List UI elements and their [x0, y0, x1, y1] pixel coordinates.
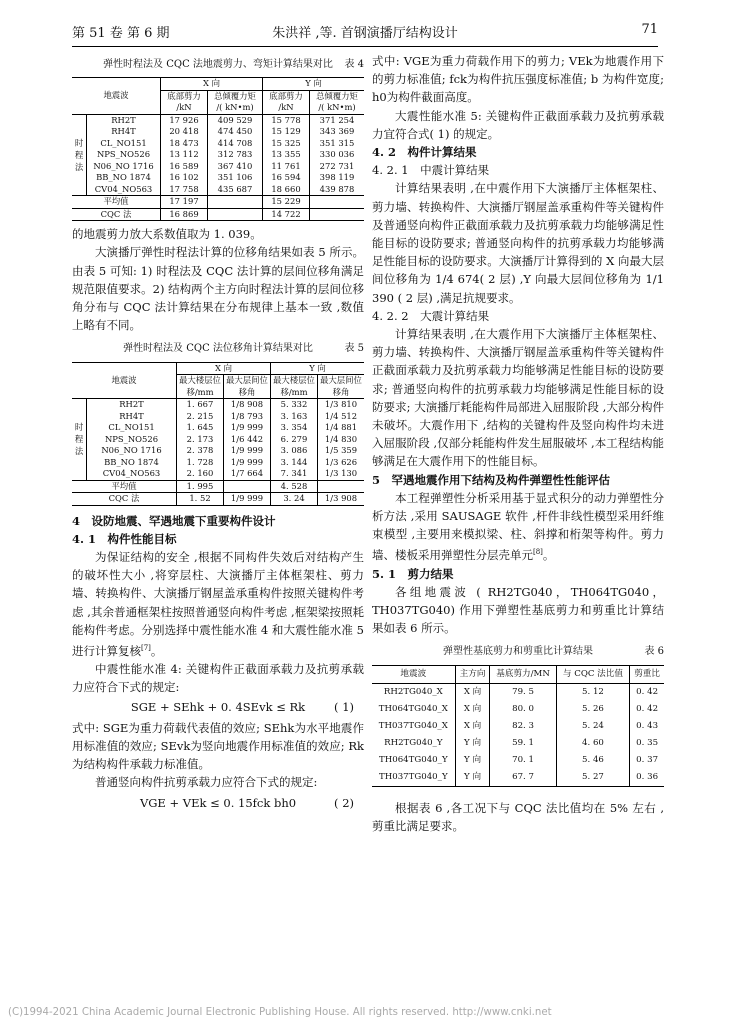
- table-row: [72, 468, 364, 480]
- table-cell: 343 369: [310, 126, 365, 138]
- left-column: [72, 52, 364, 814]
- table-cell: 474 450: [208, 126, 263, 138]
- t4-h-moment-y: 总倾覆力矩 /( kN•m): [310, 90, 365, 114]
- table-cell: 0. 43: [630, 718, 664, 735]
- table4: [72, 77, 364, 221]
- right-p5-text: 本工程弹塑性分析采用基于显式积分的动力弹塑性分析方法 ,采用 SAUSAGE 软件 ,杆件非线性模型采用纤维束模型 ,主要用来模拟梁、柱、斜撑和桁架等构件。剪力墙、楼板采用弹塑性分层壳单元: [372, 490, 664, 563]
- table-cell: NPS_NO526: [96, 149, 151, 160]
- table-cell: [208, 196, 263, 209]
- table-row: [372, 701, 664, 718]
- table-cell: 3. 086: [271, 445, 318, 457]
- table-cell: 5. 332: [271, 399, 318, 411]
- table-cell: 1/9 999: [224, 422, 271, 434]
- table-cell: TH037TG040_Y: [379, 771, 448, 782]
- table-cell: 330 036: [310, 149, 365, 161]
- table-cell: TH064TG040_X: [378, 703, 448, 714]
- table-cell: 5. 12: [556, 683, 630, 701]
- table-cell: 5. 26: [556, 701, 630, 718]
- table-cell: X 向: [455, 683, 490, 701]
- table-cell: 1. 52: [177, 493, 224, 506]
- table5-number: 表 5: [344, 343, 364, 355]
- table-cell: N06_NO 1716: [101, 445, 162, 456]
- left-p3-text: 为保证结构的安全 ,根据不同构件失效后对结构产生的破坏性大小 ,将穿层柱、大演播厅主体框架柱、剪力墙、转换构件、大演播厅钢屋盖承重构件按照关键构件考虑 ,其余普通框架柱按照普通竖向构件考虑 ,框架梁按照耗能构件考虑。分别选择中震性能水准 4 和大震性能水准 5 进行计算复核: [72, 550, 364, 658]
- table-cell: BB_NO 1874: [104, 456, 159, 467]
- page-header: [72, 18, 658, 40]
- table-cell: 16 594: [263, 172, 310, 184]
- t4-h-shear-x: 底部剪力 /kN: [161, 90, 208, 114]
- formula-1-body: SGE + SEhk + 0. 4SEvk ≤ Rk: [130, 700, 306, 715]
- table-cell: 18 473: [161, 138, 208, 150]
- table-cell: X 向: [455, 718, 490, 735]
- table-cell: X 向: [455, 701, 490, 718]
- t5-h-y: Y 向: [271, 362, 365, 375]
- table-row: [372, 735, 664, 752]
- table-cell: CQC 法: [100, 208, 132, 219]
- t4-h-moment-x: 总倾覆力矩 /( kN•m): [208, 90, 263, 114]
- table-cell: 17 197: [161, 196, 208, 209]
- table-cell: 1/5 359: [318, 445, 365, 457]
- section-4-2-2-heading: 4. 2. 2 大震计算结果: [372, 308, 490, 323]
- running-title: 朱洪祥 ,等. 首钢演播厅结构设计: [272, 26, 458, 41]
- t5-h-disp-y: 最大楼层位移/mm: [271, 375, 318, 399]
- table-cell: 3. 163: [271, 411, 318, 423]
- table4-body: [72, 114, 364, 221]
- section-4-heading: 4 设防地震、罕遇地震下重要构件设计: [72, 513, 276, 528]
- table-cell: 1. 728: [177, 457, 224, 469]
- table-cell: 16 589: [161, 161, 208, 173]
- table-cell: 1/3 626: [318, 457, 365, 469]
- section-5-1-heading: 5. 1 剪力结果: [372, 566, 454, 581]
- table-cell: 1/6 442: [224, 434, 271, 446]
- table-row: [72, 411, 364, 423]
- table-row: [72, 399, 364, 411]
- table-cell: 4. 528: [271, 480, 318, 493]
- table-cell: 1/3 908: [318, 493, 365, 506]
- table-cell: 67. 7: [490, 769, 556, 787]
- table-cell: 14 722: [263, 208, 310, 221]
- ref-7: [7]: [141, 644, 151, 653]
- table-row: [72, 126, 364, 138]
- table-row: [72, 114, 364, 126]
- table-cell: Y 向: [455, 752, 490, 769]
- t5-h-wave: 地震波: [72, 362, 177, 399]
- table-cell: 17 758: [161, 184, 208, 196]
- table-cell: 2. 378: [177, 445, 224, 457]
- table-cell: 1/9 999: [224, 457, 271, 469]
- table5: [72, 362, 364, 506]
- t5-h-disp-x: 最大楼层位移/mm: [177, 375, 224, 399]
- table-cell: RH2TG040_Y: [384, 737, 443, 748]
- right-p3: 计算结果表明 ,在中震作用下大演播厅主体框架柱、剪力墙、转换构件、大演播厅钢屋盖承重构件等关键构件及普通竖向构件正截面承载力及抗剪承载力均能够满足性能目标的设防要求; 普通竖向构件的抗剪承载力均能够满足性能目标的设防要求。大演播厅计算得到的 X 向最大层间位移角为 1/4 674( 2 层) ,Y 向最大层间位移角为 1/1 390 ( 2 层) ,满足抗规要求。: [372, 181, 664, 305]
- t4-h-y: Y 向: [263, 78, 365, 91]
- left-p3-end: 。: [150, 643, 163, 658]
- table-cell: N06_NO 1716: [93, 160, 154, 171]
- table-cell: 5. 46: [556, 752, 630, 769]
- t4-h-x: X 向: [161, 78, 263, 91]
- table-cell: 16 102: [161, 172, 208, 184]
- table-cell: [310, 208, 365, 221]
- table-row: [72, 434, 364, 446]
- table-cell: 18 660: [263, 184, 310, 196]
- table-cell: 2. 215: [177, 411, 224, 423]
- table-cell: 0. 35: [630, 735, 664, 752]
- table-cell: [310, 196, 365, 209]
- copyright-footer: (C)1994-2021 China Academic Journal Electronic Publishing House. All rights reserved. http://www.cnki.net: [8, 1007, 552, 1018]
- page-number: 71: [641, 22, 658, 37]
- section-4-1-heading: 4. 1 构件性能目标: [72, 531, 177, 546]
- table-cell: TH064TG040_Y: [379, 754, 448, 765]
- table-cell: RH4T: [111, 126, 136, 137]
- right-p4: 计算结果表明 ,在大震作用下大演播厅主体框架柱、剪力墙、转换构件、大演播厅钢屋盖承重构件等关键构件正截面承载力及抗剪承载力均能够满足性能目标的设防要求; 普通竖向构件的抗剪承载力均能够满足性能目标的设防要求; 大演播厅耗能构件局部进入屈服阶段 ,大部分构件未破坏。大震作用下 ,结构的关键构件及竖向构件均未进入屈服阶段 ,仅部分耗能构件发生屈服破坏 ,本工程结构能够满足在大震作用下的性能目标。: [372, 327, 664, 469]
- table-row: [72, 457, 364, 469]
- table-cell: 409 529: [208, 114, 263, 126]
- formula-2-number: ( 2): [334, 795, 354, 810]
- table-header-cell: 地震波: [372, 665, 455, 683]
- table-cell: 15 229: [263, 196, 310, 209]
- table-row-cqc: [72, 493, 364, 506]
- table-cell: [224, 480, 271, 493]
- table-cell: 414 708: [208, 138, 263, 150]
- table-cell: 435 687: [208, 184, 263, 196]
- table-cell: 15 778: [263, 114, 310, 126]
- table-cell: RH2T: [119, 399, 144, 410]
- table-cell: 1. 995: [177, 480, 224, 493]
- table-cell: 312 783: [208, 149, 263, 161]
- left-p6: 普通竖向构件抗剪承载力应符合下式的规定:: [95, 775, 318, 790]
- table-cell: 3. 354: [271, 422, 318, 434]
- table-cell: 5. 24: [556, 718, 630, 735]
- section-4-2-heading: 4. 2 构件计算结果: [372, 145, 477, 160]
- table6-body: [372, 683, 664, 786]
- table-cell: 3. 144: [271, 457, 318, 469]
- table-row: [72, 445, 364, 457]
- table-cell: 367 410: [208, 161, 263, 173]
- table-cell: CQC 法: [108, 493, 140, 504]
- ref-8: [8]: [533, 548, 543, 557]
- formula-2-body: VGE + VEk ≤ 0. 15fck bh0: [139, 795, 297, 810]
- right-p1: 式中: VGE为重力荷载作用下的剪力; VEk为地震作用下的剪力标准值; fck为构件抗压强度标准值; b 为构件宽度; h0为构件截面高度。: [372, 54, 664, 105]
- table-row: [72, 184, 364, 196]
- table-row: [72, 161, 364, 173]
- t5-h-drift-y: 最大层间位移角: [318, 375, 365, 399]
- table-cell: 5. 27: [556, 769, 630, 787]
- formula-1-number: ( 1): [334, 700, 354, 715]
- table-row: [372, 769, 664, 787]
- table-cell: 1/3 130: [318, 468, 365, 480]
- table-cell: 0. 37: [630, 752, 664, 769]
- table-cell: 3. 24: [271, 493, 318, 506]
- table6-number: 表 6: [644, 646, 664, 658]
- table-cell: 351 315: [310, 138, 365, 150]
- table-row-avg: [72, 196, 364, 209]
- right-p6: 各组地震波 ( RH2TG040，TH064TG040，TH037TG040) 作用下弹塑性基底剪力和剪重比计算结果如表 6 所示。: [372, 584, 664, 636]
- table-cell: 398 119: [310, 172, 365, 184]
- table-cell: CV04_NO563: [102, 468, 161, 479]
- table5-body: [72, 399, 364, 506]
- t4-h-shear-y: 底部剪力 /kN: [263, 90, 310, 114]
- right-p5-end: 。: [542, 548, 555, 563]
- table-row: [72, 172, 364, 184]
- right-p5: [372, 489, 664, 565]
- t5-h-drift-x: 最大层间位移角: [224, 375, 271, 399]
- table-cell: 15 325: [263, 138, 310, 150]
- section-4-2-1-heading: 4. 2. 1 中震计算结果: [372, 163, 490, 178]
- table-cell: 1/9 999: [224, 493, 271, 506]
- table5-caption: [72, 340, 364, 358]
- table-cell: BB_NO 1874: [96, 172, 151, 183]
- table-cell: 82. 3: [490, 718, 556, 735]
- table-cell: 1. 645: [177, 422, 224, 434]
- table-cell: 272 731: [310, 161, 365, 173]
- table-cell: CL_NO151: [108, 422, 155, 433]
- table-header-cell: 剪重比: [630, 665, 664, 683]
- table-cell: 351 106: [208, 172, 263, 184]
- table6: [372, 665, 664, 787]
- table-cell: 1. 667: [177, 399, 224, 411]
- table-cell: 平均值: [111, 480, 137, 491]
- table-cell: 16 869: [161, 208, 208, 221]
- table-cell: 1/8 793: [224, 411, 271, 423]
- table6-title: 弹塑性基底剪力和剪重比计算结果: [443, 646, 593, 658]
- table-cell: 17 926: [161, 114, 208, 126]
- table-cell: 59. 1: [490, 735, 556, 752]
- table-cell: 371 254: [310, 114, 365, 126]
- table-row: [72, 149, 364, 161]
- table-cell: 平均值: [103, 196, 129, 207]
- journal-issue: 第 51 卷 第 6 期: [72, 26, 170, 41]
- table5-title: 弹性时程法及 CQC 法位移角计算结果对比: [123, 343, 313, 355]
- left-p4: 中震性能水准 4: 关键构件正截面承载力及抗剪承载力应符合下式的规定:: [72, 662, 364, 695]
- table-cell: CL_NO151: [100, 137, 147, 148]
- formula-1: [72, 698, 364, 716]
- table-row-avg: [72, 480, 364, 493]
- table-cell: 439 878: [310, 184, 365, 196]
- table-cell: 1/4 830: [318, 434, 365, 446]
- left-p5: 式中: SGE为重力荷载代表值的效应; SEhk为水平地震作用标准值的效应; SEvk为竖向地震作用标准值的效应; Rk为结构构件承载力标准值。: [72, 720, 364, 772]
- table-row-cqc: [72, 208, 364, 221]
- left-p3: [72, 548, 364, 660]
- table-cell: 1/3 810: [318, 399, 365, 411]
- table-cell: 79. 5: [490, 683, 556, 701]
- table-cell: 0. 42: [630, 701, 664, 718]
- table-cell: 11 761: [263, 161, 310, 173]
- table-cell: CV04_NO563: [94, 183, 153, 194]
- table-row: [372, 752, 664, 769]
- table-cell: 1/9 999: [224, 445, 271, 457]
- t5-h-x: X 向: [177, 362, 271, 375]
- left-p1: 的地震剪力放大系数值取为 1. 039。: [72, 227, 262, 242]
- formula-2: [72, 794, 364, 812]
- right-p2: 大震性能水准 5: 关键构件正截面承载力及抗剪承载力宜符合式( 1) 的规定。: [372, 108, 664, 141]
- left-p2: 大演播厅弹性时程法计算的位移角结果如表 5 所示。由表 5 可知: 1) 时程法及 CQC 法计算的层间位移角满足规范限值要求。2) 结构两个主方向时程法计算的层间位移角分布与 CQC 法计算结果在分布规律上基本一致 ,数值上略有不同。: [72, 245, 364, 333]
- table-header-cell: 基底剪力/MN: [490, 665, 556, 683]
- table-row: [72, 422, 364, 434]
- table-cell: RH4T: [119, 410, 144, 421]
- table-cell: 20 418: [161, 126, 208, 138]
- table-cell: 13 355: [263, 149, 310, 161]
- table-cell: 80. 0: [490, 701, 556, 718]
- t4-h-wave: 地震波: [72, 78, 161, 115]
- table-cell: 0. 36: [630, 769, 664, 787]
- table-cell: [318, 480, 365, 493]
- table-cell: 70. 1: [490, 752, 556, 769]
- table-cell: 2. 160: [177, 468, 224, 480]
- table4-number: 表 4: [344, 59, 364, 70]
- right-p7: 根据表 6 ,各工况下与 CQC 法比值均在 5% 左右 ,剪重比满足要求。: [372, 800, 664, 833]
- table-cell: 1/4 512: [318, 411, 365, 423]
- table-cell: 0. 42: [630, 683, 664, 701]
- table-cell: Y 向: [455, 769, 490, 787]
- table-cell: 7. 341: [271, 468, 318, 480]
- header-rule: [72, 46, 658, 47]
- table-cell: 4. 60: [556, 735, 630, 752]
- table6-caption: [372, 643, 664, 661]
- table-cell: [208, 208, 263, 221]
- table-cell: 1/7 664: [224, 468, 271, 480]
- table-cell: 1/4 881: [318, 422, 365, 434]
- table-cell: Y 向: [455, 735, 490, 752]
- table-cell: RH2T: [111, 114, 136, 125]
- group-label: 时程法: [72, 114, 87, 196]
- table-cell: TH037TG040_X: [378, 720, 448, 731]
- table-header-cell: 与 CQC 法比值: [556, 665, 630, 683]
- table-cell: RH2TG040_X: [383, 686, 443, 697]
- group-label: 时程法: [72, 399, 87, 481]
- table-row: [372, 683, 664, 701]
- table-header-cell: 主方向: [455, 665, 490, 683]
- table-cell: 15 129: [263, 126, 310, 138]
- table-row: [372, 718, 664, 735]
- section-5-heading: 5 罕遇地震作用下结构及构件弹塑性性能评估: [372, 472, 610, 487]
- table-cell: 1/8 908: [224, 399, 271, 411]
- right-column: [372, 52, 664, 835]
- table6-header: [372, 665, 664, 683]
- table-row: [72, 138, 364, 150]
- table-cell: 13 112: [161, 149, 208, 161]
- table-cell: NPS_NO526: [104, 433, 159, 444]
- table-cell: 6. 279: [271, 434, 318, 446]
- table-cell: 2. 173: [177, 434, 224, 446]
- table4-caption: [72, 56, 364, 74]
- table4-title: 弹性时程法及 CQC 法地震剪力、弯矩计算结果对比: [103, 59, 333, 70]
